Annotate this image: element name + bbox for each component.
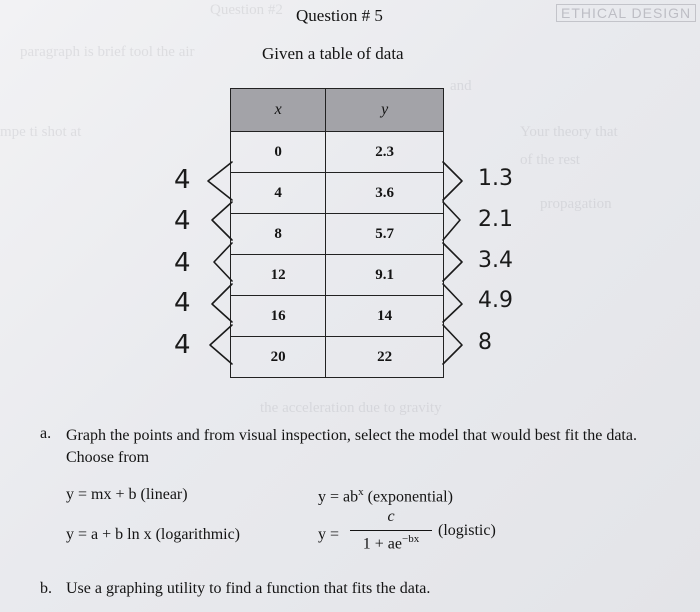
part-a-text: Graph the points and from visual inspection, select the model that would best fit the data. Choose from — [66, 427, 637, 466]
left-bracket-mark — [214, 243, 232, 281]
column-header-x: x — [231, 89, 326, 132]
cell-y: 14 — [326, 296, 444, 337]
model-logistic-lhs: y = — [318, 526, 340, 543]
model-exponential — [318, 486, 453, 506]
model-logarithmic: y = a + b ln x (logarithmic) — [66, 526, 241, 543]
handwritten-difference-x: 4 — [174, 248, 191, 278]
fraction-bar — [350, 530, 432, 531]
bleed-through-text: and — [450, 78, 472, 94]
handwritten-difference-x: 4 — [174, 288, 191, 318]
cell-x: 4 — [231, 173, 326, 214]
part-b-text: Use a graphing utility to find a function that fits the data. — [66, 580, 431, 597]
cell-y: 3.6 — [326, 173, 444, 214]
question-title: Question # 5 — [296, 6, 383, 25]
part-b-label: b. — [40, 580, 52, 597]
faded-stamp: ETHICAL DESIGN — [556, 4, 696, 22]
cell-y: 5.7 — [326, 214, 444, 255]
bleed-through-text: Question #2 — [210, 2, 283, 18]
bleed-through-text: the acceleration due to gravity — [260, 400, 442, 416]
model-logistic-label: (logistic) — [438, 522, 496, 539]
bleed-through-text: paragraph is brief tool the air — [20, 44, 195, 60]
logistic-denominator — [350, 533, 432, 553]
logistic-denominator-base: 1 + ae — [362, 535, 402, 553]
cell-x: 20 — [231, 337, 326, 378]
left-bracket-mark — [210, 325, 232, 364]
question-subtitle: Given a table of data — [262, 44, 404, 63]
bleed-through-text: propagation — [540, 196, 612, 212]
right-bracket-mark — [443, 162, 462, 200]
model-exponential-label: (exponential) — [363, 488, 453, 506]
model-linear: y = mx + b (linear) — [66, 486, 188, 503]
handwritten-difference-y: 3.4 — [478, 248, 513, 273]
left-bracket-mark — [212, 202, 232, 240]
cell-x: 16 — [231, 296, 326, 337]
right-bracket-mark — [443, 284, 462, 322]
handwritten-difference-y: 4.9 — [478, 288, 513, 313]
model-logistic-fraction — [350, 508, 432, 553]
part-a-label: a. — [40, 425, 52, 442]
handwritten-difference-x: 4 — [174, 165, 191, 195]
bleed-through-text: Your theory that — [520, 124, 618, 140]
handwritten-difference-x: 4 — [174, 330, 191, 360]
bleed-through-text: of the rest — [520, 152, 580, 168]
bleed-through-text: mpe ti shot at — [0, 124, 82, 140]
handwritten-difference-y: 8 — [478, 330, 492, 355]
cell-x: 8 — [231, 214, 326, 255]
left-bracket-mark — [208, 162, 232, 200]
handwritten-difference-x: 4 — [174, 206, 191, 236]
right-bracket-mark — [443, 202, 460, 240]
model-exponential-base: y = ab — [318, 488, 359, 506]
cell-x: 12 — [231, 255, 326, 296]
right-bracket-mark — [443, 243, 462, 281]
cell-y: 2.3 — [326, 132, 444, 173]
right-bracket-mark — [443, 325, 462, 364]
logistic-denominator-exponent: −bx — [402, 533, 420, 545]
cell-y: 22 — [326, 337, 444, 378]
model-exponential-exponent: x — [358, 486, 364, 498]
cell-y: 9.1 — [326, 255, 444, 296]
column-header-y: y — [326, 89, 444, 132]
cell-x: 0 — [231, 132, 326, 173]
logistic-numerator: c — [387, 508, 395, 525]
handwritten-difference-y: 2.1 — [478, 207, 513, 232]
handwritten-difference-y: 1.3 — [478, 166, 513, 191]
left-bracket-mark — [212, 284, 232, 322]
